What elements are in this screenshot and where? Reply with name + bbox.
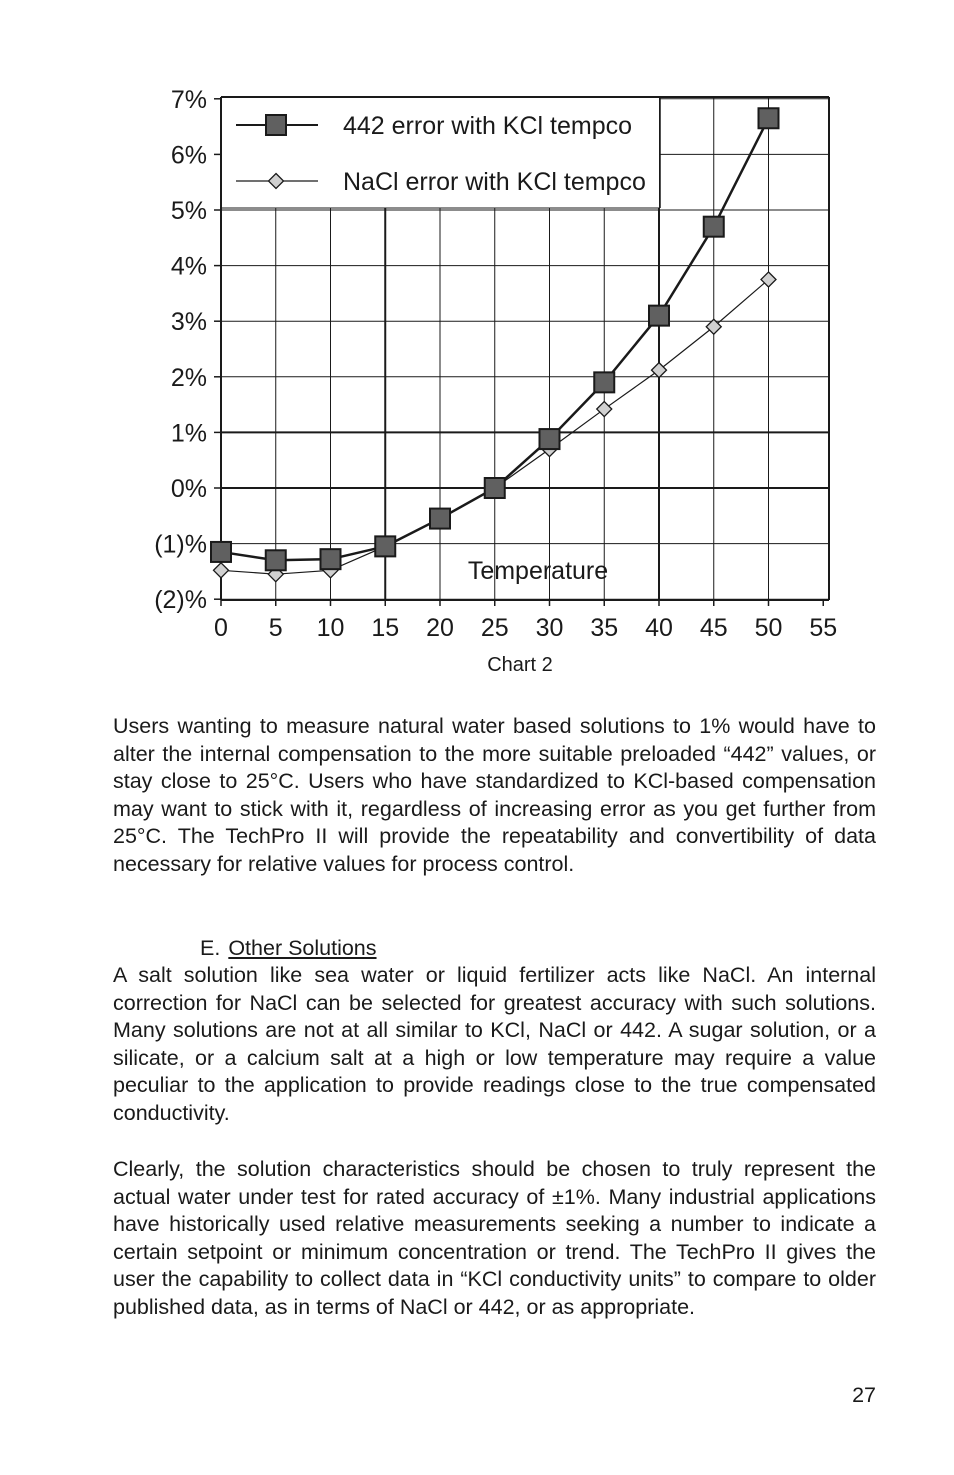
data-point-square [649, 306, 669, 326]
data-point-square [485, 478, 505, 498]
data-point-square [430, 509, 450, 529]
x-tick-label: 0 [214, 614, 228, 642]
data-point-square [375, 536, 395, 556]
x-tick-label: 55 [809, 614, 838, 642]
x-axis-label: Temperature [467, 557, 609, 585]
x-tick-label: 10 [316, 614, 345, 642]
y-tick-label: (2)% [154, 586, 207, 615]
data-point-square [704, 217, 724, 237]
legend-label: NaCl error with KCl tempco [343, 168, 646, 196]
x-tick-label: 50 [754, 614, 783, 642]
data-point-square [211, 542, 231, 562]
data-point-diamond [652, 363, 667, 378]
y-tick-label: 1% [170, 419, 207, 448]
x-tick-label: 45 [699, 614, 728, 642]
section-heading [200, 935, 377, 963]
x-tick-label: 35 [590, 614, 619, 642]
y-tick-label: 0% [170, 475, 207, 503]
data-point-diamond [597, 402, 612, 417]
legend-square-marker [266, 115, 286, 135]
y-tick-label: 2% [170, 363, 207, 392]
paragraph-other-solutions: A salt solution like sea water or liquid fertilizer acts like NaCl. An internal correction for NaCl can be selected for greatest accuracy with such solutions. Many solutions are not at all similar to KCl, NaCl or 442. A sugar solution, or a silicate, or a calcium salt at a high or low temperature may require a value peculiar to the application to provide readings close to the true compensated conductivity. [113, 963, 876, 1125]
x-tick-label: 25 [480, 614, 509, 642]
data-point-square [759, 108, 779, 128]
y-tick-label: (1)% [154, 530, 207, 559]
chart-caption: Chart 2 [487, 654, 553, 676]
paragraph-compensation: Users wanting to measure natural water based solutions to 1% would have to alter the internal compensation to the more suitable preloaded “442” values, or stay close to 25°C. Users who have standardized to KCl-based compensation may want to stick with it, regardless of increasing error as you get further from 25°C. The TechPro II will provide the repeatability and convertibility of data necessary for relative values for process control. [113, 714, 876, 876]
page-number: 27 [852, 1383, 876, 1407]
x-tick-label: 40 [645, 614, 673, 642]
x-tick-label: 5 [268, 614, 283, 642]
x-tick-label: 30 [535, 614, 564, 642]
y-tick-label: 6% [170, 141, 207, 170]
data-point-square [594, 372, 614, 392]
y-tick-label: 5% [170, 197, 207, 225]
x-tick-label: 20 [426, 614, 454, 642]
section-title: Other Solutions [228, 936, 377, 960]
y-tick-label: 4% [170, 252, 207, 281]
data-point-square [321, 549, 341, 569]
x-tick-label: 15 [371, 614, 400, 642]
data-point-square [266, 550, 286, 570]
chart-legend [221, 97, 660, 208]
data-point-diamond [214, 563, 229, 578]
y-tick-label: 7% [170, 85, 207, 114]
data-point-square [540, 429, 560, 449]
y-tick-label: 3% [170, 308, 207, 337]
section-letter: E. [200, 936, 221, 960]
legend-label: 442 error with KCl tempco [343, 112, 633, 140]
paragraph-solution-characteristics: Clearly, the solution characteristics should be chosen to truly represent the actual water under test for rated accuracy of ±1%. Many industrial applications have historically used relative measurements seeking a number to indicate a certain setpoint or minimum concentration or trend. The TechPro II gives the user the capability to collect data in “KCl conductivity units” to compare to older published data, as in terms of NaCl or 442, or as appropriate. [113, 1157, 876, 1319]
error-vs-temperature-chart [0, 0, 954, 700]
